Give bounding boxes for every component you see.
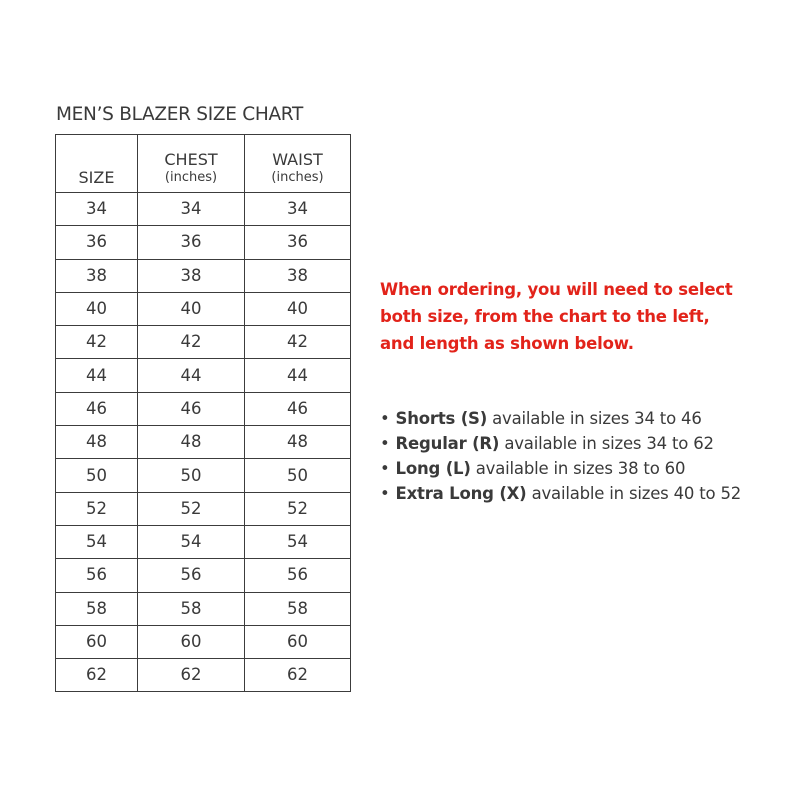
list-item <box>380 431 741 456</box>
chest-header-unit: (inches) <box>164 170 218 185</box>
table-row <box>56 226 351 259</box>
table-row <box>56 259 351 292</box>
table-row <box>56 459 351 492</box>
waist-cell: 40 <box>245 292 351 325</box>
length-availability-text: available in sizes 34 to 62 <box>504 434 714 453</box>
waist-cell: 54 <box>245 525 351 558</box>
table-row <box>56 392 351 425</box>
waist-header-label: WAIST <box>272 150 323 169</box>
table-header-row <box>56 135 351 193</box>
length-availability-list <box>380 406 741 506</box>
table-row <box>56 625 351 658</box>
waist-cell: 56 <box>245 559 351 592</box>
length-availability-text: available in sizes 40 to 52 <box>531 484 742 503</box>
size-cell: 38 <box>56 259 138 292</box>
waist-header-unit: (inches) <box>271 170 324 185</box>
chest-cell: 56 <box>138 559 245 592</box>
size-cell: 36 <box>56 226 138 259</box>
size-cell: 48 <box>56 426 138 459</box>
table-row <box>56 426 351 459</box>
chest-cell: 46 <box>138 392 245 425</box>
bullet-icon: • <box>380 484 390 503</box>
table-row <box>56 659 351 692</box>
bullet-icon: • <box>380 459 390 478</box>
size-cell: 34 <box>56 193 138 226</box>
ordering-note-line: and length as shown below. <box>380 334 634 353</box>
waist-cell: 46 <box>245 392 351 425</box>
table-row <box>56 492 351 525</box>
waist-cell: 42 <box>245 326 351 359</box>
size-cell: 40 <box>56 292 138 325</box>
chest-cell: 52 <box>138 492 245 525</box>
list-item <box>380 456 741 481</box>
table-row <box>56 592 351 625</box>
chest-cell: 44 <box>138 359 245 392</box>
size-cell: 42 <box>56 326 138 359</box>
size-chart-title: MEN’S BLAZER SIZE CHART <box>56 104 304 125</box>
waist-column-header <box>245 135 351 193</box>
size-cell: 58 <box>56 592 138 625</box>
chest-cell: 38 <box>138 259 245 292</box>
list-item <box>380 406 741 431</box>
table-row <box>56 292 351 325</box>
size-chart-table <box>55 134 351 692</box>
chest-cell: 34 <box>138 193 245 226</box>
length-label: Extra Long (X) <box>395 484 527 503</box>
length-label: Regular (R) <box>395 434 500 453</box>
waist-cell: 38 <box>245 259 351 292</box>
chest-cell: 40 <box>138 292 245 325</box>
chest-cell: 48 <box>138 426 245 459</box>
length-label: Shorts (S) <box>395 409 488 428</box>
size-cell: 56 <box>56 559 138 592</box>
size-cell: 54 <box>56 525 138 558</box>
table-row <box>56 359 351 392</box>
ordering-note-line: When ordering, you will need to select <box>380 280 733 299</box>
waist-cell: 48 <box>245 426 351 459</box>
list-item <box>380 481 741 506</box>
ordering-note-line: both size, from the chart to the left, <box>380 307 710 326</box>
size-cell: 62 <box>56 659 138 692</box>
chest-cell: 60 <box>138 625 245 658</box>
chest-column-header <box>138 135 245 193</box>
bullet-icon: • <box>380 434 390 453</box>
size-cell: 60 <box>56 625 138 658</box>
length-availability-text: available in sizes 34 to 46 <box>492 409 702 428</box>
size-cell: 44 <box>56 359 138 392</box>
table-row <box>56 326 351 359</box>
waist-cell: 36 <box>245 226 351 259</box>
chest-cell: 54 <box>138 525 245 558</box>
chest-cell: 58 <box>138 592 245 625</box>
table-body <box>56 193 351 692</box>
ordering-note <box>380 276 740 357</box>
chest-cell: 42 <box>138 326 245 359</box>
table-row <box>56 559 351 592</box>
length-label: Long (L) <box>395 459 471 478</box>
size-cell: 50 <box>56 459 138 492</box>
size-cell: 46 <box>56 392 138 425</box>
chest-header-label: CHEST <box>164 150 218 169</box>
waist-cell: 34 <box>245 193 351 226</box>
table-row <box>56 525 351 558</box>
chest-cell: 36 <box>138 226 245 259</box>
waist-cell: 44 <box>245 359 351 392</box>
size-cell: 52 <box>56 492 138 525</box>
chest-cell: 50 <box>138 459 245 492</box>
waist-cell: 52 <box>245 492 351 525</box>
waist-cell: 50 <box>245 459 351 492</box>
length-availability-text: available in sizes 38 to 60 <box>475 459 686 478</box>
waist-cell: 60 <box>245 625 351 658</box>
table-row <box>56 193 351 226</box>
chest-cell: 62 <box>138 659 245 692</box>
bullet-icon: • <box>380 409 390 428</box>
waist-cell: 58 <box>245 592 351 625</box>
waist-cell: 62 <box>245 659 351 692</box>
size-column-header: SIZE <box>56 135 138 193</box>
